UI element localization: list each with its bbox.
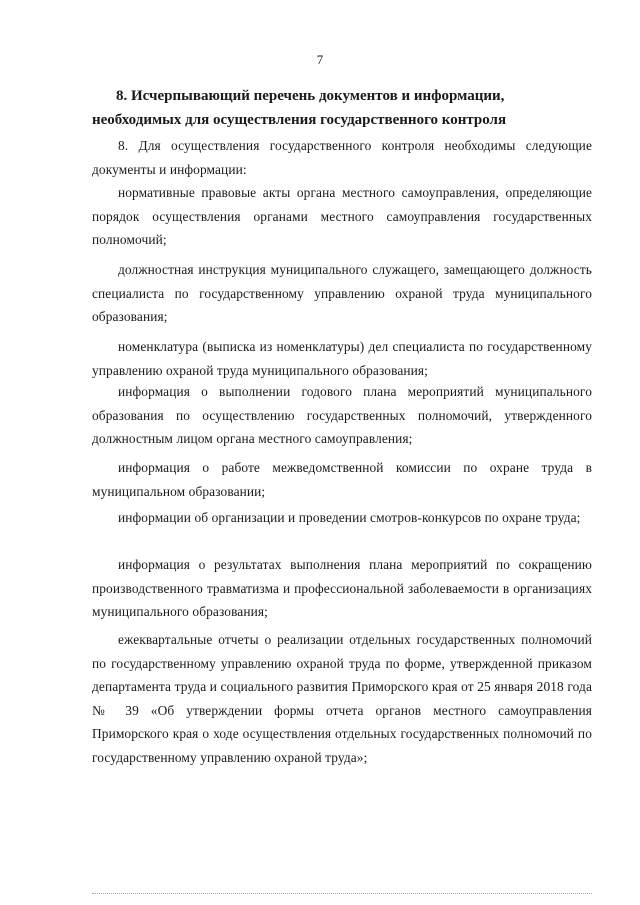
list-item-annual-plan: информация о выполнении годового плана мероприятий муниципального образования по осуществлению государственных полномочий, утвержденного должностным лицом органа местного самоуправления;: [92, 384, 592, 446]
list-item-quarterly-reports: ежеквартальные отчеты о реализации отдельных государственных полномочий по государственному управлению охраной труда по форме, утвержденной приказом департамента труда и социального развития Приморского края от 25 января 2018 года № 39 «Об утверждении формы отчета органов местного самоуправления Приморского края о ходе осуществления отдельных государственных полномочий по государственному управлению охраной труда»;: [92, 632, 592, 765]
list-item-commission: информация о работе межведомственной комиссии по охране труда в муниципальном образовании;: [92, 460, 592, 499]
list-item-job-instruction: должностная инструкция муниципального служащего, замещающего должность специалиста по государственному управлению охраной труда муниципального образования;: [92, 262, 592, 324]
list-item-contests: информации об организации и проведении смотров-конкурсов по охране труда;: [118, 510, 581, 525]
list-item-injury-plan: информация о результатах выполнения плана мероприятий по сокращению производственного травматизма и профессиональной заболеваемости в организациях муниципального образования;: [92, 557, 592, 619]
section-heading: 8. Исчерпывающий перечень документов и информации, необходимых для осуществления государственного контроля: [92, 88, 507, 128]
list-item-legal-acts: нормативные правовые акты органа местного самоуправления, определяющие порядок осуществления органами местного самоуправления государственных полномочий;: [92, 185, 592, 247]
list-item-nomenclature: номенклатура (выписка из номенклатуры) дел специалиста по государственному управлению охраной труда муниципального образования;: [92, 339, 592, 378]
paragraph-intro: 8. Для осуществления государственного контроля необходимы следующие документы и информации:: [92, 138, 592, 177]
footer-divider: [92, 893, 592, 894]
page-number: 7: [316, 52, 324, 67]
